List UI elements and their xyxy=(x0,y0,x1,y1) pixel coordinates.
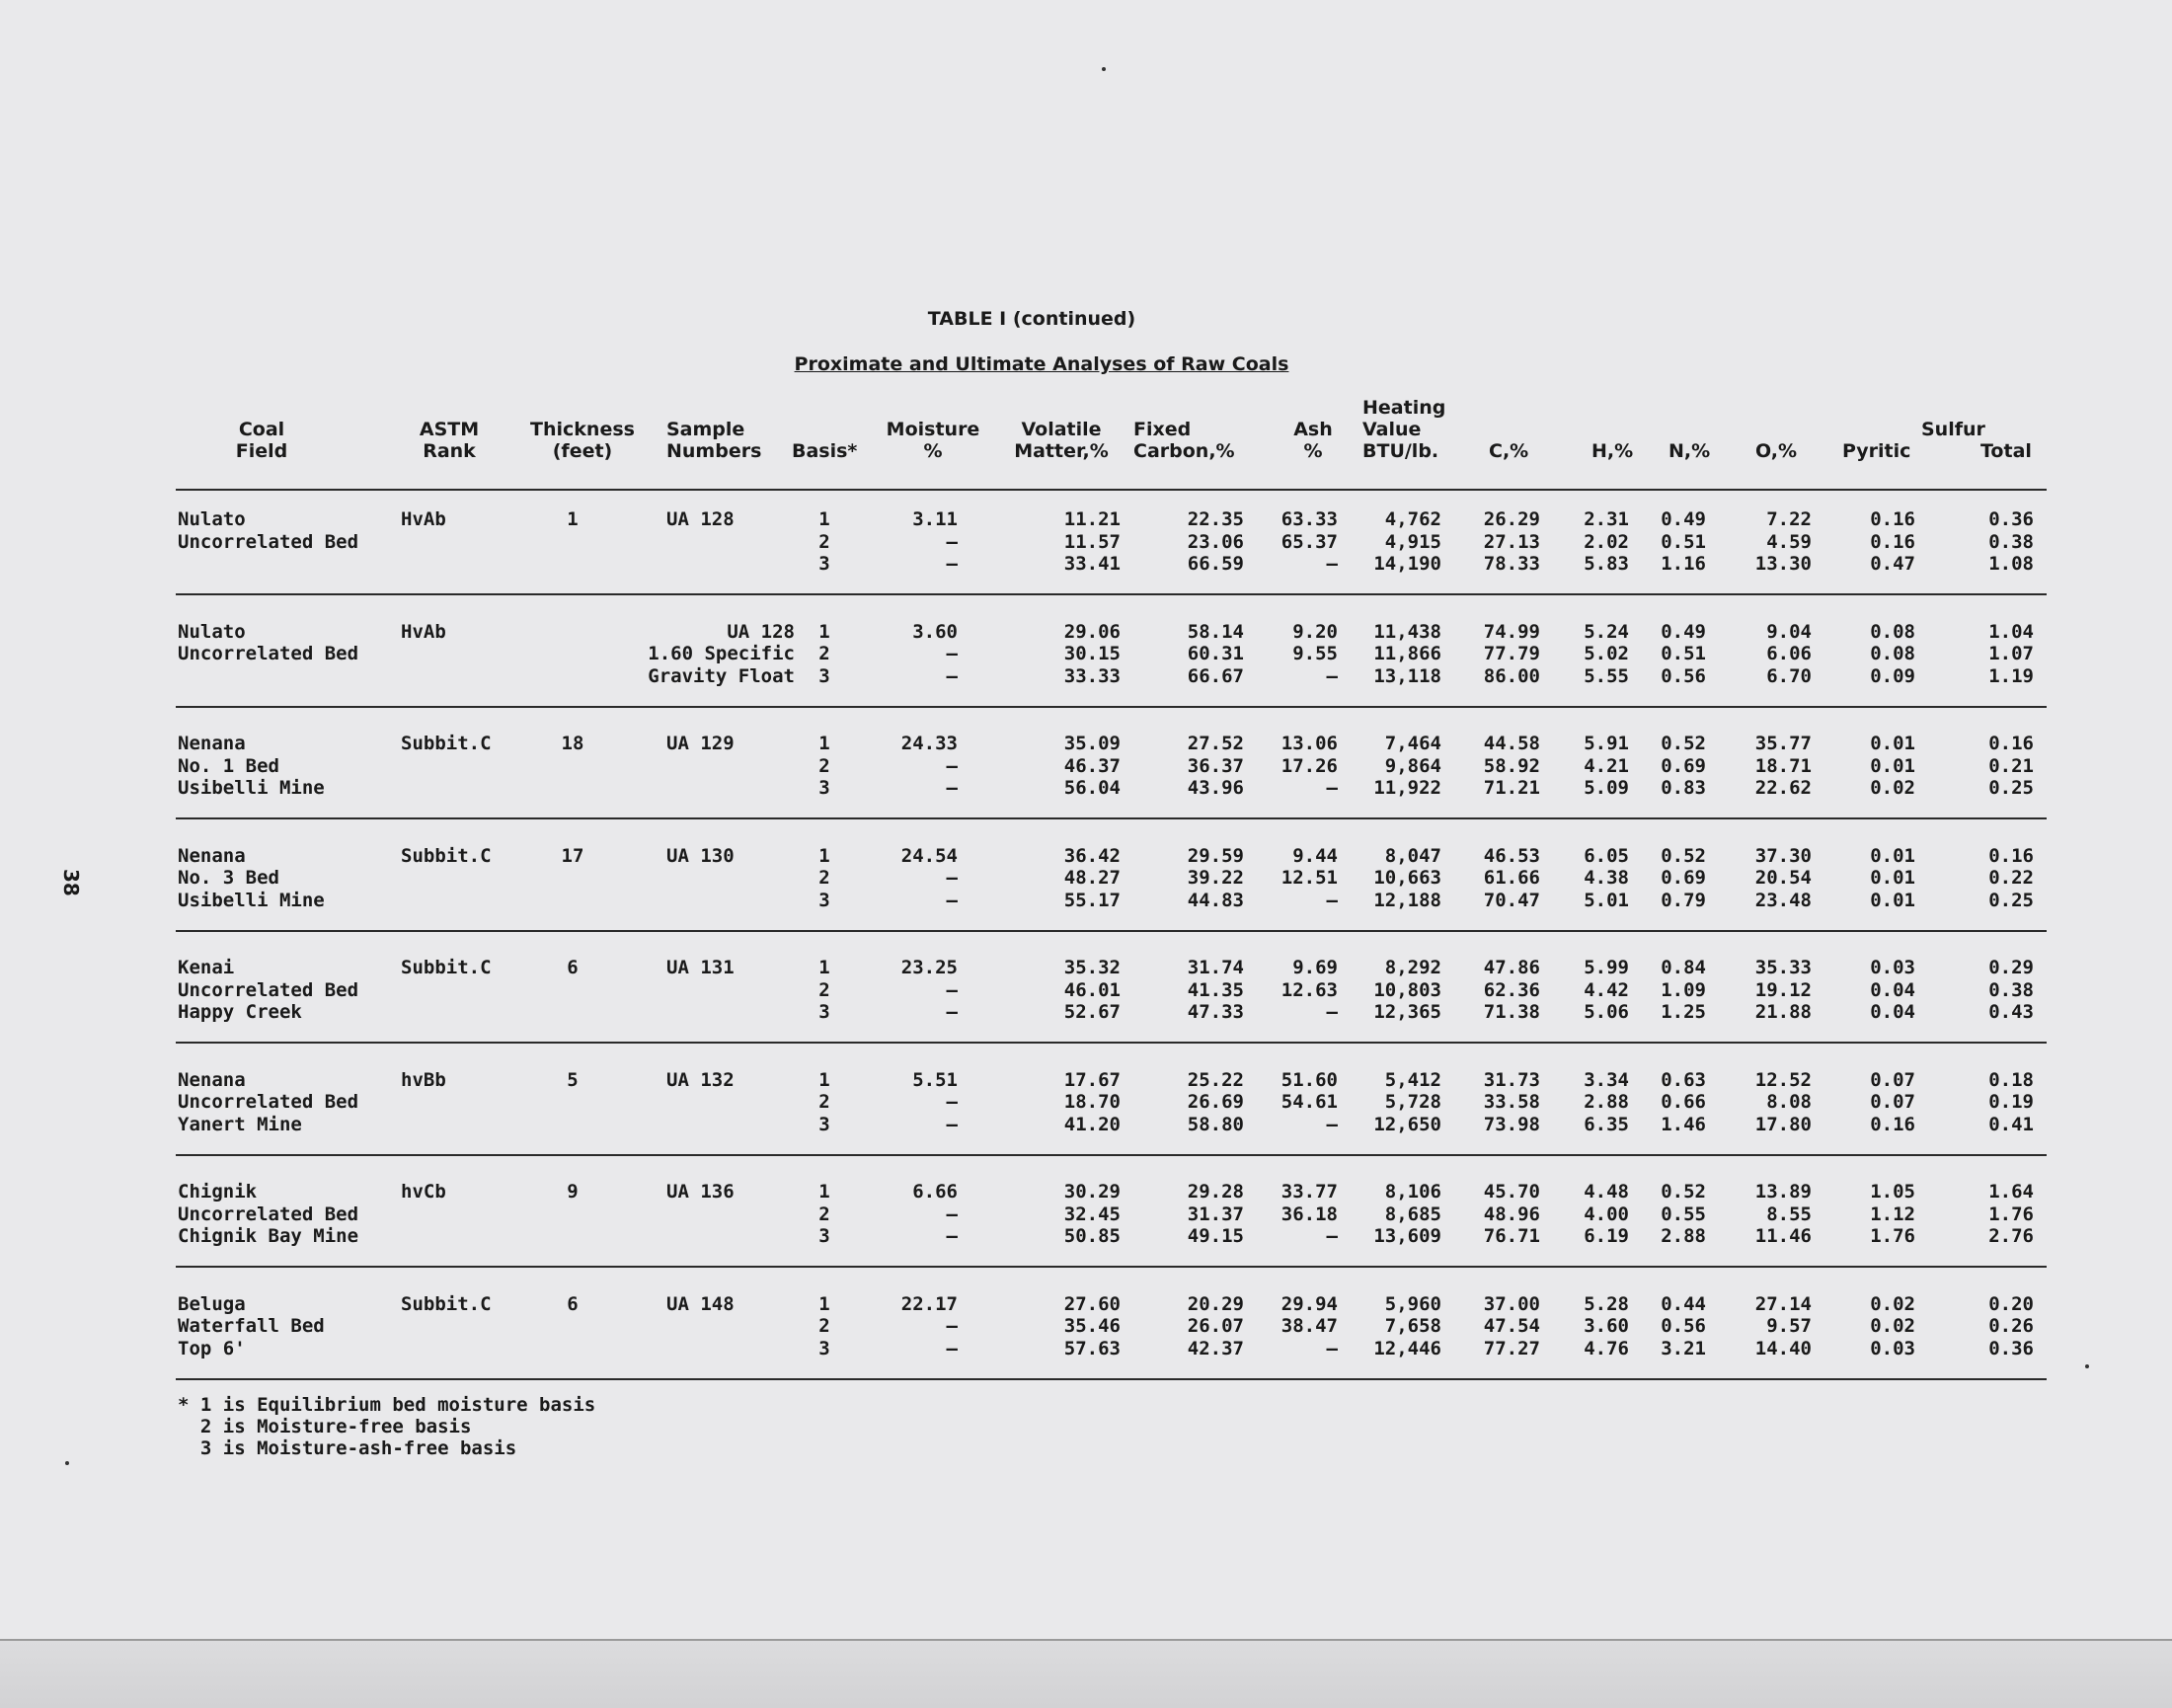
astm-rank-cell: HvAb xyxy=(401,620,446,643)
sulfur-pyritic-cell: 0.16 0.16 0.47 xyxy=(1870,508,1915,575)
coal-field-cell: Nulato Uncorrelated Bed xyxy=(178,508,359,553)
ash-cell: 63.33 65.37 — xyxy=(1280,508,1338,575)
header-volatile-matter: Volatile Matter,% xyxy=(1014,419,1109,462)
carbon-cell: 26.29 27.13 78.33 xyxy=(1483,508,1540,575)
coal-field-cell: Beluga Waterfall Bed Top 6' xyxy=(178,1292,325,1359)
sulfur-total-cell: 0.20 0.26 0.36 xyxy=(1988,1292,2034,1359)
heating-value-cell: 5,960 7,658 12,446 xyxy=(1373,1292,1441,1359)
heating-value-cell: 4,762 4,915 14,190 xyxy=(1373,508,1441,575)
ash-cell: 51.60 54.61 — xyxy=(1280,1068,1338,1135)
sulfur-pyritic-cell: 1.05 1.12 1.76 xyxy=(1870,1181,1915,1247)
moisture-cell: 3.60 — — xyxy=(912,620,958,687)
header-rule xyxy=(176,489,2047,491)
header-nitrogen: N,% xyxy=(1668,440,1711,462)
volatile-matter-cell: 11.21 11.57 33.41 xyxy=(1063,508,1121,575)
scan-speck xyxy=(1102,67,1106,71)
astm-rank-cell: Subbit.C xyxy=(401,957,492,978)
nitrogen-cell: 0.84 1.09 1.25 xyxy=(1661,957,1706,1023)
sulfur-total-cell: 1.64 1.76 2.76 xyxy=(1988,1181,2034,1247)
footnote: * 1 is Equilibrium bed moisture basis 2 is Moisture-free basis 3 is Moisture-ash-free basis xyxy=(178,1394,596,1459)
heating-value-cell: 7,464 9,864 11,922 xyxy=(1373,733,1441,799)
astm-rank-cell: Subbit.C xyxy=(401,733,492,754)
header-ash: Ash % xyxy=(1293,419,1333,462)
basis-cell: 1 2 3 xyxy=(818,957,830,1023)
scan-speck xyxy=(2085,1364,2089,1368)
hydrogen-cell: 2.31 2.02 5.83 xyxy=(1584,508,1629,575)
coal-field-cell: Kenai Uncorrelated Bed Happy Creek xyxy=(178,957,359,1023)
heating-value-cell: 11,438 11,866 13,118 xyxy=(1373,620,1441,687)
scan-speck xyxy=(65,1461,69,1465)
fixed-carbon-cell: 25.22 26.69 58.80 xyxy=(1187,1068,1244,1135)
heating-value-cell: 8,106 8,685 13,609 xyxy=(1373,1181,1441,1247)
header-coal-field: Coal Field xyxy=(235,419,288,462)
basis-cell: 1 2 3 xyxy=(818,1292,830,1359)
hydrogen-cell: 3.34 2.88 6.35 xyxy=(1584,1068,1629,1135)
basis-cell: 1 2 3 xyxy=(818,844,830,911)
page-number: 38 xyxy=(59,869,83,896)
astm-rank-cell: HvAb xyxy=(401,508,446,530)
sample-number-cell: UA 129 xyxy=(666,733,735,754)
ash-cell: 13.06 17.26 — xyxy=(1280,733,1338,799)
header-sulfur-pyritic: Pyritic xyxy=(1842,440,1911,462)
astm-rank-cell: Subbit.C xyxy=(401,844,492,867)
carbon-cell: 44.58 58.92 71.21 xyxy=(1483,733,1540,799)
ash-cell: 9.44 12.51 — xyxy=(1280,844,1338,911)
hydrogen-cell: 5.28 3.60 4.76 xyxy=(1584,1292,1629,1359)
table-title: TABLE I (continued) xyxy=(927,308,1136,330)
coal-field-cell: Nenana Uncorrelated Bed Yanert Mine xyxy=(178,1068,359,1135)
astm-rank-cell: hvBb xyxy=(401,1068,446,1091)
fixed-carbon-cell: 29.59 39.22 44.83 xyxy=(1187,844,1244,911)
moisture-cell: 23.25 — — xyxy=(900,957,958,1023)
carbon-cell: 74.99 77.79 86.00 xyxy=(1483,620,1540,687)
nitrogen-cell: 0.52 0.69 0.83 xyxy=(1661,733,1706,799)
sample-number-cell: UA 128 xyxy=(666,508,735,530)
header-fixed-carbon: Fixed Carbon,% xyxy=(1133,419,1235,462)
oxygen-cell: 7.22 4.59 13.30 xyxy=(1754,508,1812,575)
astm-rank-cell: Subbit.C xyxy=(401,1292,492,1315)
carbon-cell: 47.86 62.36 71.38 xyxy=(1483,957,1540,1023)
moisture-cell: 5.51 — — xyxy=(912,1068,958,1135)
volatile-matter-cell: 17.67 18.70 41.20 xyxy=(1063,1068,1121,1135)
sulfur-pyritic-cell: 0.01 0.01 0.01 xyxy=(1870,844,1915,911)
header-moisture: Moisture % xyxy=(886,419,980,462)
nitrogen-cell: 0.44 0.56 3.21 xyxy=(1661,1292,1706,1359)
sample-number-cell: UA 136 xyxy=(666,1181,735,1203)
ash-cell: 29.94 38.47 — xyxy=(1280,1292,1338,1359)
fixed-carbon-cell: 20.29 26.07 42.37 xyxy=(1187,1292,1244,1359)
nitrogen-cell: 0.63 0.66 1.46 xyxy=(1661,1068,1706,1135)
hydrogen-cell: 5.24 5.02 5.55 xyxy=(1584,620,1629,687)
header-astm-rank: ASTM Rank xyxy=(419,419,480,462)
row-group-rule xyxy=(176,1378,2047,1380)
sulfur-pyritic-cell: 0.02 0.02 0.03 xyxy=(1870,1292,1915,1359)
hydrogen-cell: 4.48 4.00 6.19 xyxy=(1584,1181,1629,1247)
ash-cell: 33.77 36.18 — xyxy=(1280,1181,1338,1247)
row-group-rule xyxy=(176,593,2047,595)
sample-number-cell: UA 148 xyxy=(666,1292,735,1315)
oxygen-cell: 13.89 8.55 11.46 xyxy=(1754,1181,1812,1247)
moisture-cell: 22.17 — — xyxy=(900,1292,958,1359)
volatile-matter-cell: 36.42 48.27 55.17 xyxy=(1063,844,1121,911)
thickness-cell: 6 xyxy=(567,1292,579,1315)
header-basis: Basis* xyxy=(792,440,858,462)
sulfur-total-cell: 0.29 0.38 0.43 xyxy=(1988,957,2034,1023)
thickness-cell: 6 xyxy=(567,957,579,978)
volatile-matter-cell: 35.32 46.01 52.67 xyxy=(1063,957,1121,1023)
volatile-matter-cell: 27.60 35.46 57.63 xyxy=(1063,1292,1121,1359)
moisture-cell: 6.66 — — xyxy=(912,1181,958,1247)
sample-number-cell: UA 128 1.60 Specific Gravity Float xyxy=(648,620,795,687)
sulfur-total-cell: 0.36 0.38 1.08 xyxy=(1988,508,2034,575)
thickness-cell: 5 xyxy=(567,1068,579,1091)
fixed-carbon-cell: 58.14 60.31 66.67 xyxy=(1187,620,1244,687)
sulfur-total-cell: 0.18 0.19 0.41 xyxy=(1988,1068,2034,1135)
carbon-cell: 45.70 48.96 76.71 xyxy=(1483,1181,1540,1247)
fixed-carbon-cell: 31.74 41.35 47.33 xyxy=(1187,957,1244,1023)
hydrogen-cell: 5.99 4.42 5.06 xyxy=(1584,957,1629,1023)
basis-cell: 1 2 3 xyxy=(818,620,830,687)
sulfur-total-cell: 0.16 0.22 0.25 xyxy=(1988,844,2034,911)
thickness-cell: 17 xyxy=(561,844,584,867)
carbon-cell: 46.53 61.66 70.47 xyxy=(1483,844,1540,911)
header-carbon: C,% xyxy=(1489,440,1529,462)
header-thickness: Thickness (feet) xyxy=(530,419,635,462)
nitrogen-cell: 0.49 0.51 1.16 xyxy=(1661,508,1706,575)
oxygen-cell: 35.77 18.71 22.62 xyxy=(1754,733,1812,799)
volatile-matter-cell: 35.09 46.37 56.04 xyxy=(1063,733,1121,799)
moisture-cell: 24.33 — — xyxy=(900,733,958,799)
basis-cell: 1 2 3 xyxy=(818,508,830,575)
coal-field-cell: Nulato Uncorrelated Bed xyxy=(178,620,359,664)
sulfur-pyritic-cell: 0.03 0.04 0.04 xyxy=(1870,957,1915,1023)
volatile-matter-cell: 30.29 32.45 50.85 xyxy=(1063,1181,1121,1247)
oxygen-cell: 37.30 20.54 23.48 xyxy=(1754,844,1812,911)
carbon-cell: 31.73 33.58 73.98 xyxy=(1483,1068,1540,1135)
header-sulfur: Sulfur xyxy=(1921,419,1985,440)
carbon-cell: 37.00 47.54 77.27 xyxy=(1483,1292,1540,1359)
row-group-rule xyxy=(176,817,2047,819)
row-group-rule xyxy=(176,1042,2047,1044)
hydrogen-cell: 6.05 4.38 5.01 xyxy=(1584,844,1629,911)
header-sample-numbers: Sample Numbers xyxy=(666,419,762,462)
page-bottom-edge xyxy=(0,1639,2172,1708)
fixed-carbon-cell: 29.28 31.37 49.15 xyxy=(1187,1181,1244,1247)
oxygen-cell: 9.04 6.06 6.70 xyxy=(1766,620,1812,687)
row-group-rule xyxy=(176,1154,2047,1156)
header-oxygen: O,% xyxy=(1755,440,1797,462)
moisture-cell: 3.11 — — xyxy=(912,508,958,575)
heating-value-cell: 5,412 5,728 12,650 xyxy=(1373,1068,1441,1135)
coal-field-cell: Chignik Uncorrelated Bed Chignik Bay Mine xyxy=(178,1181,359,1247)
table-subtitle: Proximate and Ultimate Analyses of Raw Coals xyxy=(794,353,1289,375)
oxygen-cell: 27.14 9.57 14.40 xyxy=(1754,1292,1812,1359)
sample-number-cell: UA 131 xyxy=(666,957,735,978)
ash-cell: 9.69 12.63 — xyxy=(1280,957,1338,1023)
coal-field-cell: Nenana No. 1 Bed Usibelli Mine xyxy=(178,733,325,799)
thickness-cell: 9 xyxy=(567,1181,579,1203)
basis-cell: 1 2 3 xyxy=(818,1068,830,1135)
coal-field-cell: Nenana No. 3 Bed Usibelli Mine xyxy=(178,844,325,911)
volatile-matter-cell: 29.06 30.15 33.33 xyxy=(1063,620,1121,687)
sample-number-cell: UA 130 xyxy=(666,844,735,867)
moisture-cell: 24.54 — — xyxy=(900,844,958,911)
thickness-cell: 1 xyxy=(567,508,579,530)
header-heating-value: Heating Value BTU/lb. xyxy=(1362,397,1446,462)
sulfur-pyritic-cell: 0.01 0.01 0.02 xyxy=(1870,733,1915,799)
sample-number-cell: UA 132 xyxy=(666,1068,735,1091)
oxygen-cell: 35.33 19.12 21.88 xyxy=(1754,957,1812,1023)
row-group-rule xyxy=(176,1266,2047,1268)
astm-rank-cell: hvCb xyxy=(401,1181,446,1203)
heating-value-cell: 8,047 10,663 12,188 xyxy=(1373,844,1441,911)
sulfur-pyritic-cell: 0.07 0.07 0.16 xyxy=(1870,1068,1915,1135)
basis-cell: 1 2 3 xyxy=(818,1181,830,1247)
nitrogen-cell: 0.49 0.51 0.56 xyxy=(1661,620,1706,687)
header-hydrogen: H,% xyxy=(1591,440,1634,462)
oxygen-cell: 12.52 8.08 17.80 xyxy=(1754,1068,1812,1135)
heating-value-cell: 8,292 10,803 12,365 xyxy=(1373,957,1441,1023)
hydrogen-cell: 5.91 4.21 5.09 xyxy=(1584,733,1629,799)
row-group-rule xyxy=(176,930,2047,932)
basis-cell: 1 2 3 xyxy=(818,733,830,799)
nitrogen-cell: 0.52 0.55 2.88 xyxy=(1661,1181,1706,1247)
row-group-rule xyxy=(176,706,2047,708)
sulfur-pyritic-cell: 0.08 0.08 0.09 xyxy=(1870,620,1915,687)
fixed-carbon-cell: 27.52 36.37 43.96 xyxy=(1187,733,1244,799)
nitrogen-cell: 0.52 0.69 0.79 xyxy=(1661,844,1706,911)
thickness-cell: 18 xyxy=(561,733,584,754)
sulfur-total-cell: 1.04 1.07 1.19 xyxy=(1988,620,2034,687)
fixed-carbon-cell: 22.35 23.06 66.59 xyxy=(1187,508,1244,575)
sulfur-total-cell: 0.16 0.21 0.25 xyxy=(1988,733,2034,799)
ash-cell: 9.20 9.55 — xyxy=(1292,620,1338,687)
header-sulfur-total: Total xyxy=(1980,440,2032,462)
